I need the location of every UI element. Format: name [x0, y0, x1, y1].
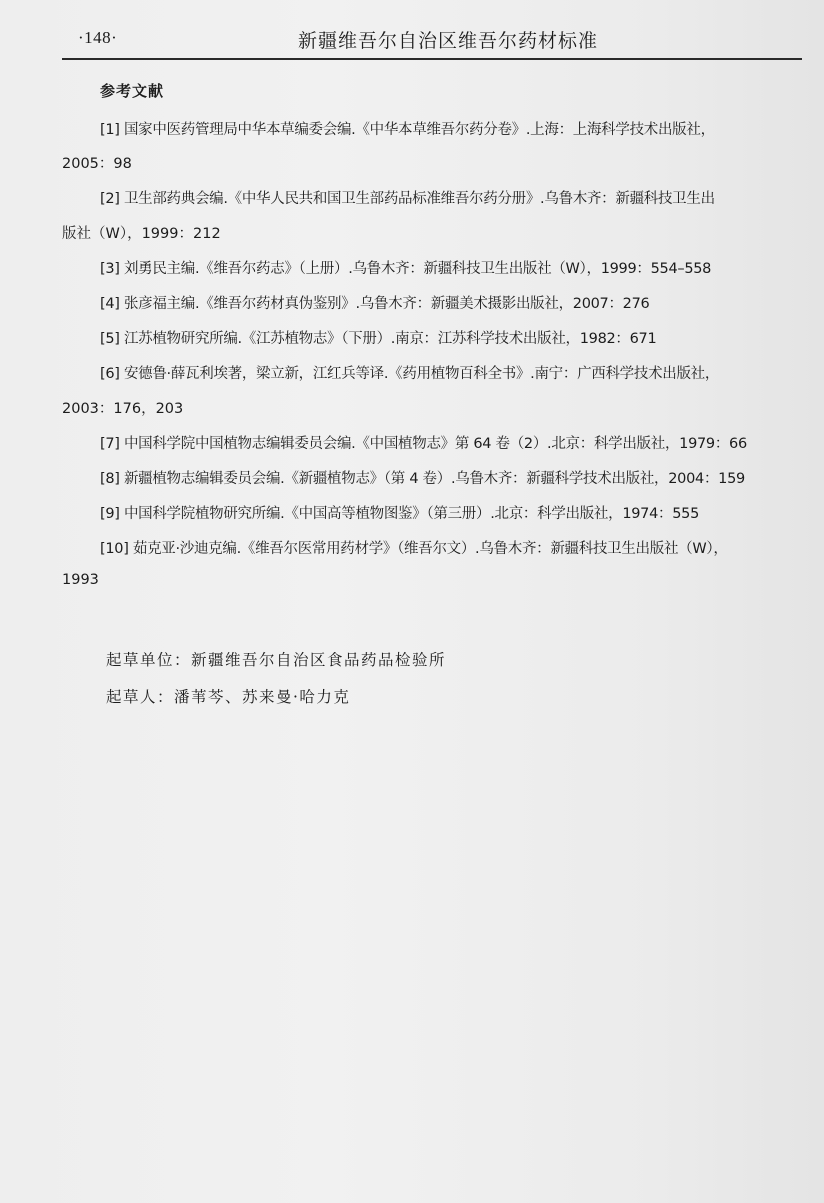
references-heading: 参考文献	[100, 82, 165, 100]
drafting-unit: 起草单位：新疆维吾尔自治区食品药品检验所	[106, 651, 447, 669]
reference-2-continuation: 版社（W），1999：212	[62, 226, 221, 242]
reference-3: [3] 刘勇民主编.《维吾尔药志》（上册）.乌鲁木齐：新疆科技卫生出版社（W），1999：554–558	[100, 261, 712, 277]
drafting-persons: 起草人：潘苇芩、苏来曼·哈力克	[106, 688, 351, 706]
page-number: ·148·	[78, 28, 118, 47]
reference-2: [2] 卫生部药典会编.《中华人民共和国卫生部药品标准维吾尔药分册》.乌鲁木齐：新疆科技卫生出	[100, 191, 715, 207]
reference-8: [8] 新疆植物志编辑委员会编.《新疆植物志》（第 4 卷）.乌鲁木齐：新疆科学技术出版社，2004：159	[100, 471, 745, 487]
page-header	[62, 22, 802, 58]
reference-1: [1] 国家中医药管理局中华本草编委会编.《中华本草维吾尔药分卷》.上海：上海科学技术出版社，	[100, 122, 715, 138]
reference-9: [9] 中国科学院植物研究所编.《中国高等植物图鉴》（第三册）.北京：科学出版社，1974：555	[100, 506, 699, 522]
running-title: 新疆维吾尔自治区维吾尔药材标准	[298, 30, 599, 52]
reference-10-continuation: 1993	[62, 572, 99, 588]
reference-10: [10] 茹克亚·沙迪克编.《维吾尔医常用药材学》（维吾尔文）.乌鲁木齐：新疆科技卫生出版社（W），	[100, 541, 728, 557]
reference-1-continuation: 2005：98	[62, 156, 132, 172]
reference-4: [4] 张彦福主编.《维吾尔药材真伪鉴别》.乌鲁木齐：新疆美术摄影出版社，2007：276	[100, 296, 650, 312]
reference-7: [7] 中国科学院中国植物志编辑委员会编.《中国植物志》第 64 卷（2）.北京：科学出版社，1979：66	[100, 436, 747, 452]
header-rule	[62, 58, 802, 60]
reference-5: [5] 江苏植物研究所编.《江苏植物志》（下册）.南京：江苏科学技术出版社，1982：671	[100, 331, 657, 347]
reference-6-continuation: 2003：176，203	[62, 401, 184, 417]
reference-6: [6] 安德鲁·薛瓦利埃著，梁立新，江红兵等译.《药用植物百科全书》.南宁：广西科学技术出版社，	[100, 366, 720, 382]
